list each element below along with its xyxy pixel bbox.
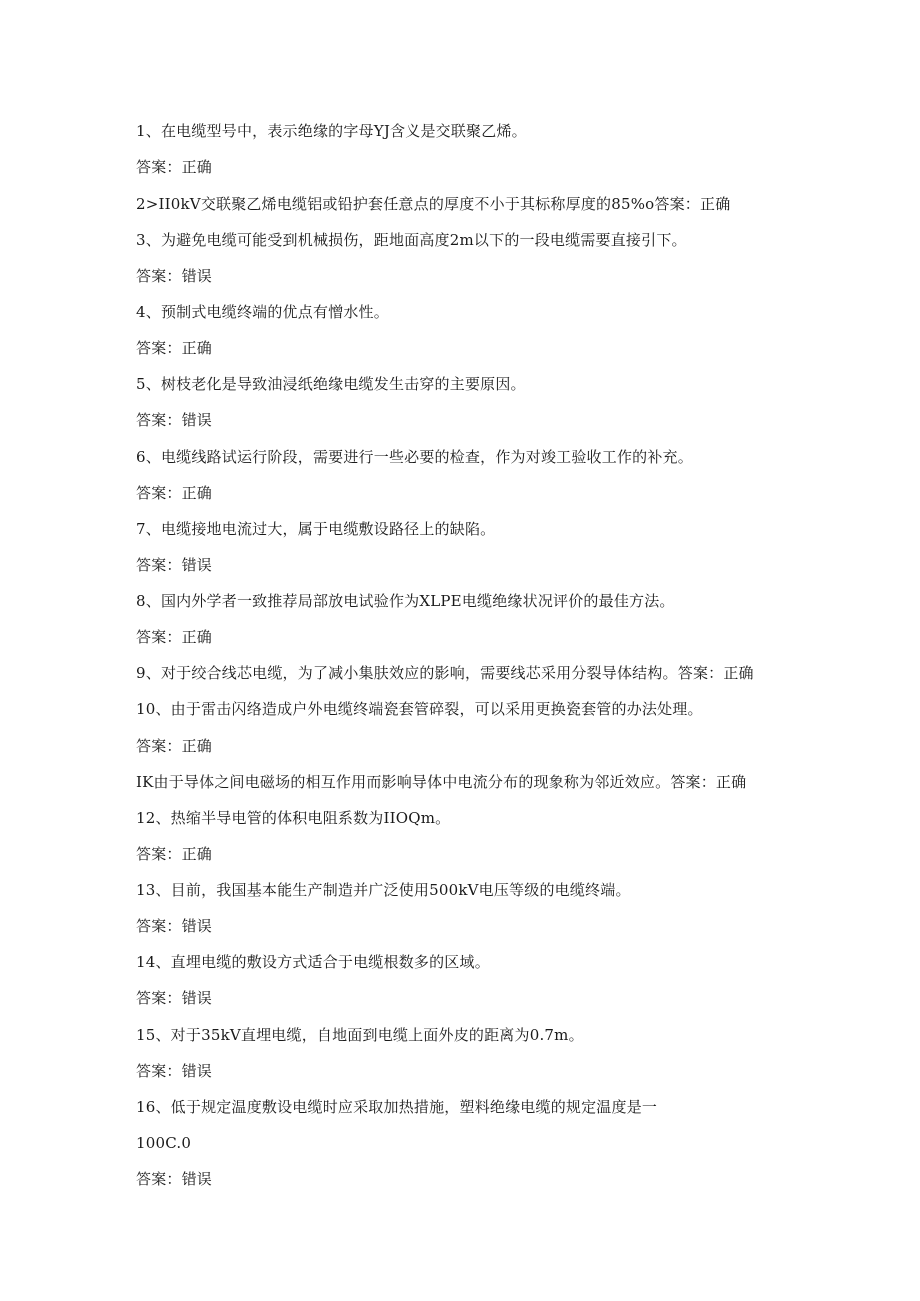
answer-8: 答案：正确: [136, 628, 213, 646]
question-7: 7、电缆接地电流过大，属于电缆敷设路径上的缺陷。: [136, 520, 496, 538]
question-15: 15、对于35kV直埋电缆，自地面到电缆上面外皮的距离为0.7m。: [136, 1026, 584, 1044]
question-4: 4、预制式电缆终端的优点有憎水性。: [136, 303, 389, 321]
question-8: 8、国内外学者一致推荐局部放电试验作为XLPE电缆绝缘状况评价的最佳方法。: [136, 592, 675, 610]
answer-15: 答案：错误: [136, 1062, 213, 1080]
answer-4: 答案：正确: [136, 339, 213, 357]
question-12: 12、热缩半导电管的体积电阻系数为IIOQm。: [136, 809, 451, 827]
answer-3: 答案：错误: [136, 267, 213, 285]
answer-12: 答案：正确: [136, 845, 213, 863]
answer-16: 答案：错误: [136, 1170, 213, 1188]
answer-1: 答案：正确: [136, 158, 213, 176]
answer-5: 答案：错误: [136, 411, 213, 429]
question-6: 6、电缆线路试运行阶段，需要进行一些必要的检查，作为对竣工验收工作的补充。: [136, 448, 693, 466]
question-1: 1、在电缆型号中，表示绝缘的字母YJ含义是交联聚乙烯。: [136, 122, 527, 140]
question-5: 5、树枝老化是导致油浸纸绝缘电缆发生击穿的主要原因。: [136, 375, 526, 393]
answer-10: 答案：正确: [136, 737, 213, 755]
question-3: 3、为避免电缆可能受到机械损伤，距地面高度2m以下的一段电缆需要直接引下。: [136, 231, 687, 249]
answer-14: 答案：错误: [136, 989, 213, 1007]
question-16-continued: 100C.0: [136, 1134, 192, 1152]
question-2-with-answer: 2>II0kV交联聚乙烯电缆铝或铅护套任意点的厚度不小于其标称厚度的85%o答案：正确: [136, 195, 731, 213]
question-10: 10、由于雷击闪络造成户外电缆终端瓷套管碎裂，可以采用更换瓷套管的办法处理。: [136, 700, 703, 718]
question-11-with-answer: IK由于导体之间电磁场的相互作用而影响导体中电流分布的现象称为邻近效应。答案：正确: [136, 773, 747, 791]
question-9-with-answer: 9、对于绞合线芯电缆，为了减小集肤效应的影响，需要线芯采用分裂导体结构。答案：正确: [136, 664, 754, 682]
question-13: 13、目前，我国基本能生产制造并广泛使用500kV电压等级的电缆终端。: [136, 881, 631, 899]
question-16: 16、低于规定温度敷设电缆时应采取加热措施，塑料绝缘电缆的规定温度是一: [136, 1098, 658, 1116]
answer-6: 答案：正确: [136, 484, 213, 502]
question-14: 14、直埋电缆的敷设方式适合于电缆根数多的区域。: [136, 953, 490, 971]
answer-13: 答案：错误: [136, 917, 213, 935]
answer-7: 答案：错误: [136, 556, 213, 574]
